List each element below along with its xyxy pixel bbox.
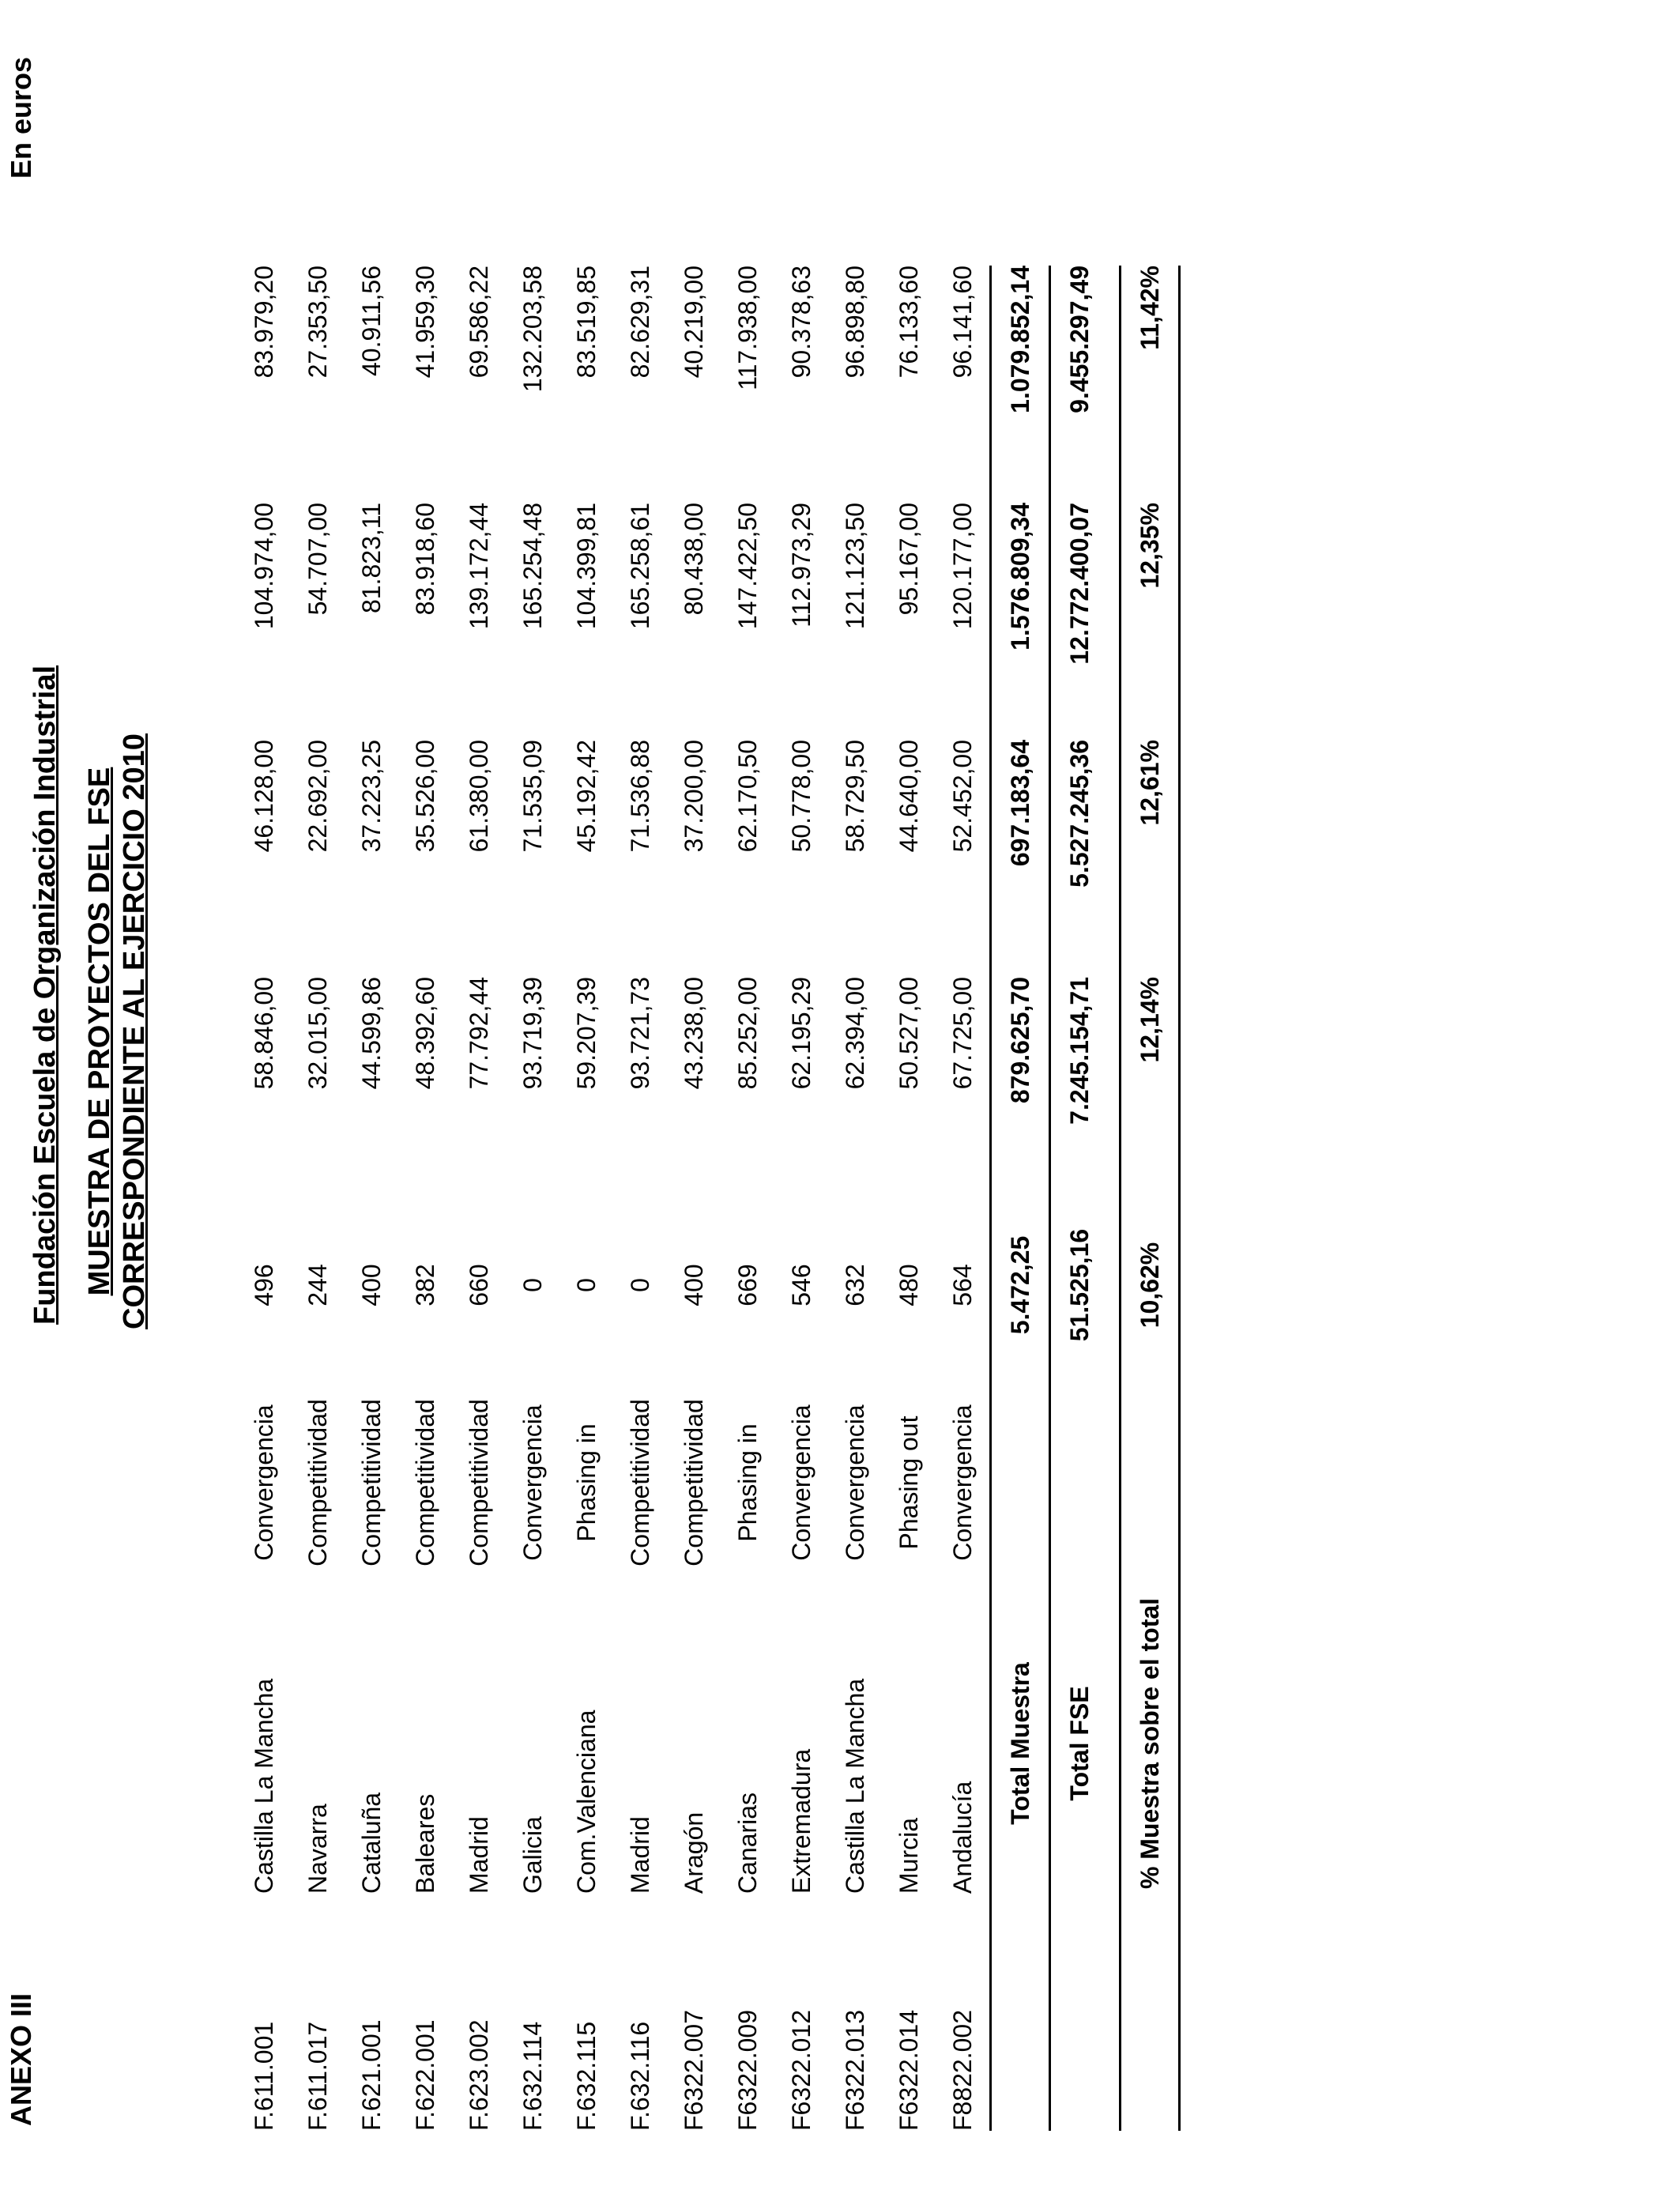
cell-code: F6322.009: [733, 2009, 762, 2131]
cell-v3: 165.258,61: [625, 503, 654, 630]
table-row: [452, 266, 506, 2131]
total-cell-n: 51.525,16: [1050, 1214, 1109, 1356]
cell-objective: Competitividad: [679, 1399, 708, 1566]
cell-region: Andalucía: [947, 1781, 977, 1894]
cell-v4: 27.353,50: [303, 266, 332, 379]
cell-code: F6322.012: [786, 2009, 816, 2131]
cell-objective: Convergencia: [947, 1404, 977, 1561]
cell-v4: 40.911,56: [356, 266, 386, 376]
cell-v2: 22.692,00: [303, 740, 332, 853]
cell-code: F.622.001: [410, 2019, 439, 2131]
cell-v3: 54.707,00: [303, 503, 332, 616]
cell-v2: 37.200,00: [679, 740, 708, 853]
cell-v4: 96.141,60: [947, 266, 977, 379]
table-row: [291, 266, 345, 2131]
cell-code: F.632.115: [571, 2021, 601, 2131]
cell-v4: 69.586,22: [464, 266, 493, 379]
cell-v3: 104.974,00: [249, 503, 278, 630]
cell-v1: 43.238,00: [679, 977, 708, 1090]
cell-code: F6322.007: [679, 2009, 708, 2131]
cell-objective: Phasing in: [733, 1423, 762, 1542]
cell-objective: Competitividad: [464, 1399, 493, 1566]
table-row: [398, 266, 452, 2131]
cell-n: 400: [679, 1264, 708, 1306]
total-cell-v4: 9.455.297,49: [1050, 266, 1109, 503]
cell-code: F.632.114: [518, 2021, 547, 2131]
cell-v1: 32.015,00: [303, 977, 332, 1090]
cell-objective: Convergencia: [518, 1404, 547, 1561]
cell-v4: 40.219,00: [679, 266, 708, 379]
cell-code: F6322.014: [894, 2009, 923, 2131]
total-cell-v2: 12,61%: [1121, 740, 1180, 977]
cell-v1: 67.725,00: [947, 977, 977, 1090]
cell-code: F.611.001: [249, 2021, 278, 2131]
cell-v2: 58.729,50: [840, 740, 869, 853]
total-cell-v2: 5.527.245,36: [1050, 740, 1109, 977]
table-row: [936, 266, 991, 2131]
cell-v1: 58.846,00: [249, 977, 278, 1090]
cell-n: 400: [356, 1264, 386, 1306]
cell-v3: 121.123,50: [840, 503, 869, 630]
cell-v2: 71.536,88: [625, 740, 654, 853]
cell-v2: 71.535,09: [518, 740, 547, 853]
cell-v1: 48.392,60: [410, 977, 439, 1090]
report-title-line1: MUESTRA DE PROYECTOS DEL FSE: [83, 767, 116, 1296]
cell-v3: 81.823,11: [356, 503, 386, 613]
cell-v3: 147.422,50: [733, 503, 762, 630]
cell-v4: 90.378,63: [786, 266, 816, 379]
cell-n: 496: [249, 1264, 278, 1306]
total-cell-v4: 11,42%: [1121, 266, 1180, 503]
cell-region: Baleares: [410, 1793, 439, 1894]
cell-v3: 120.177,00: [947, 503, 977, 630]
cell-objective: Convergencia: [786, 1404, 816, 1561]
cell-n: 0: [625, 1278, 654, 1292]
table-row: [506, 266, 559, 2131]
cell-v1: 77.792,44: [464, 977, 493, 1090]
cell-region: Murcia: [894, 1817, 923, 1894]
cell-region: Com.Valenciana: [571, 1710, 601, 1894]
table-row: [667, 266, 721, 2131]
table-row: [613, 266, 667, 2131]
currency-note: En euros: [5, 57, 37, 179]
cell-v4: 132.203,58: [518, 266, 547, 393]
cell-v1: 93.719,39: [518, 977, 547, 1090]
cell-v2: 44.640,00: [894, 740, 923, 853]
cell-v4: 41.959,30: [410, 266, 439, 379]
cell-v1: 85.252,00: [733, 977, 762, 1090]
cell-v2: 61.380,00: [464, 740, 493, 853]
cell-n: 564: [947, 1264, 977, 1306]
cell-region: Madrid: [625, 1816, 654, 1894]
cell-objective: Phasing out: [894, 1416, 923, 1550]
cell-region: Castilla La Mancha: [840, 1678, 869, 1894]
table-row: [882, 266, 936, 2131]
cell-objective: Competitividad: [410, 1399, 439, 1566]
cell-v3: 139.172,44: [464, 503, 493, 630]
cell-v2: 35.526,00: [410, 740, 439, 853]
annex-label: ANEXO III: [5, 1992, 37, 2126]
total-label: % Muestra sobre el total: [1121, 1356, 1180, 2131]
cell-v4: 83.519,85: [571, 266, 601, 379]
cell-v1: 44.599,86: [356, 977, 386, 1090]
cell-v1: 62.394,00: [840, 977, 869, 1090]
total-row: [1121, 266, 1180, 2131]
cell-v2: 52.452,00: [947, 740, 977, 853]
table-row: [559, 266, 613, 2131]
spacer-row: [1108, 266, 1121, 2131]
cell-region: Madrid: [464, 1816, 493, 1894]
cell-region: Galicia: [518, 1816, 547, 1894]
cell-v1: 50.527,00: [894, 977, 923, 1090]
cell-n: 546: [786, 1264, 816, 1306]
cell-code: F.632.116: [625, 2021, 654, 2131]
total-cell-v3: 12,35%: [1121, 503, 1180, 740]
cell-v2: 50.778,00: [786, 740, 816, 853]
total-cell-v3: 12.772.400,07: [1050, 503, 1109, 740]
table-row: [237, 266, 291, 2131]
cell-v4: 76.133,60: [894, 266, 923, 379]
cell-v3: 165.254,48: [518, 503, 547, 630]
cell-code: F6322.013: [840, 2009, 869, 2131]
total-cell-v2: 697.183,64: [991, 740, 1050, 977]
cell-v1: 93.721,73: [625, 977, 654, 1090]
cell-v4: 82.629,31: [625, 266, 654, 379]
cell-objective: Phasing in: [571, 1423, 601, 1542]
cell-v1: 59.207,39: [571, 977, 601, 1090]
cell-v3: 83.918,60: [410, 503, 439, 616]
cell-objective: Competitividad: [303, 1399, 332, 1566]
cell-region: Extremadura: [786, 1748, 816, 1894]
cell-n: 382: [410, 1264, 439, 1306]
cell-objective: Competitividad: [356, 1399, 386, 1566]
cell-v4: 83.979,20: [249, 266, 278, 379]
cell-v4: 117.938,00: [733, 266, 762, 390]
cell-n: 0: [571, 1278, 601, 1292]
table-row: [721, 266, 774, 2131]
cell-region: Castilla La Mancha: [249, 1678, 278, 1894]
cell-n: 480: [894, 1264, 923, 1306]
total-cell-v1: 7.245.154,71: [1050, 977, 1109, 1214]
cell-v2: 46.128,00: [249, 740, 278, 853]
cell-n: 660: [464, 1264, 493, 1306]
total-cell-v1: 12,14%: [1121, 977, 1180, 1214]
cell-objective: Competitividad: [625, 1399, 654, 1566]
projects-table-body: [237, 266, 1180, 2131]
cell-objective: Convergencia: [840, 1404, 869, 1561]
total-cell-v3: 1.576.809,34: [991, 503, 1050, 740]
table-row: [828, 266, 882, 2131]
cell-code: F.611.017: [303, 2021, 332, 2131]
table-row: [774, 266, 828, 2131]
cell-n: 669: [733, 1264, 762, 1306]
cell-v3: 112.973,29: [786, 503, 816, 628]
cell-n: 0: [518, 1278, 547, 1292]
cell-code: F8822.002: [947, 2009, 977, 2131]
cell-v2: 62.170,50: [733, 740, 762, 853]
cell-v3: 95.167,00: [894, 503, 923, 616]
total-cell-v1: 879.625,70: [991, 977, 1050, 1214]
cell-region: Canarias: [733, 1792, 762, 1894]
cell-code: F.623.002: [464, 2019, 493, 2131]
cell-v2: 45.192,42: [571, 740, 601, 853]
total-cell-n: 10,62%: [1121, 1214, 1180, 1356]
total-label: Total Muestra: [991, 1356, 1050, 2131]
organization-title: Fundación Escuela de Organización Industrial: [28, 665, 62, 1325]
cell-v1: 62.195,29: [786, 977, 816, 1090]
projects-table: [237, 266, 1181, 2131]
cell-region: Aragón: [679, 1811, 708, 1894]
cell-region: Cataluña: [356, 1792, 386, 1894]
cell-v3: 80.438,00: [679, 503, 708, 616]
total-row: [1050, 266, 1109, 2131]
report-title-line2: CORRESPONDIENTE AL EJERCICIO 2010: [118, 733, 151, 1329]
total-label: Total FSE: [1050, 1356, 1109, 2131]
report-title: [82, 733, 152, 1329]
cell-region: Navarra: [303, 1804, 332, 1894]
cell-objective: Convergencia: [249, 1404, 278, 1561]
cell-code: F.621.001: [356, 2019, 386, 2131]
cell-v4: 96.898,80: [840, 266, 869, 379]
cell-n: 632: [840, 1264, 869, 1306]
cell-n: 244: [303, 1264, 332, 1306]
cell-v3: 104.399,81: [571, 503, 601, 630]
total-cell-n: 5.472,25: [991, 1214, 1050, 1356]
total-row: [991, 266, 1050, 2131]
total-cell-v4: 1.079.852,14: [991, 266, 1050, 503]
table-row: [345, 266, 398, 2131]
cell-v2: 37.223,25: [356, 740, 386, 853]
